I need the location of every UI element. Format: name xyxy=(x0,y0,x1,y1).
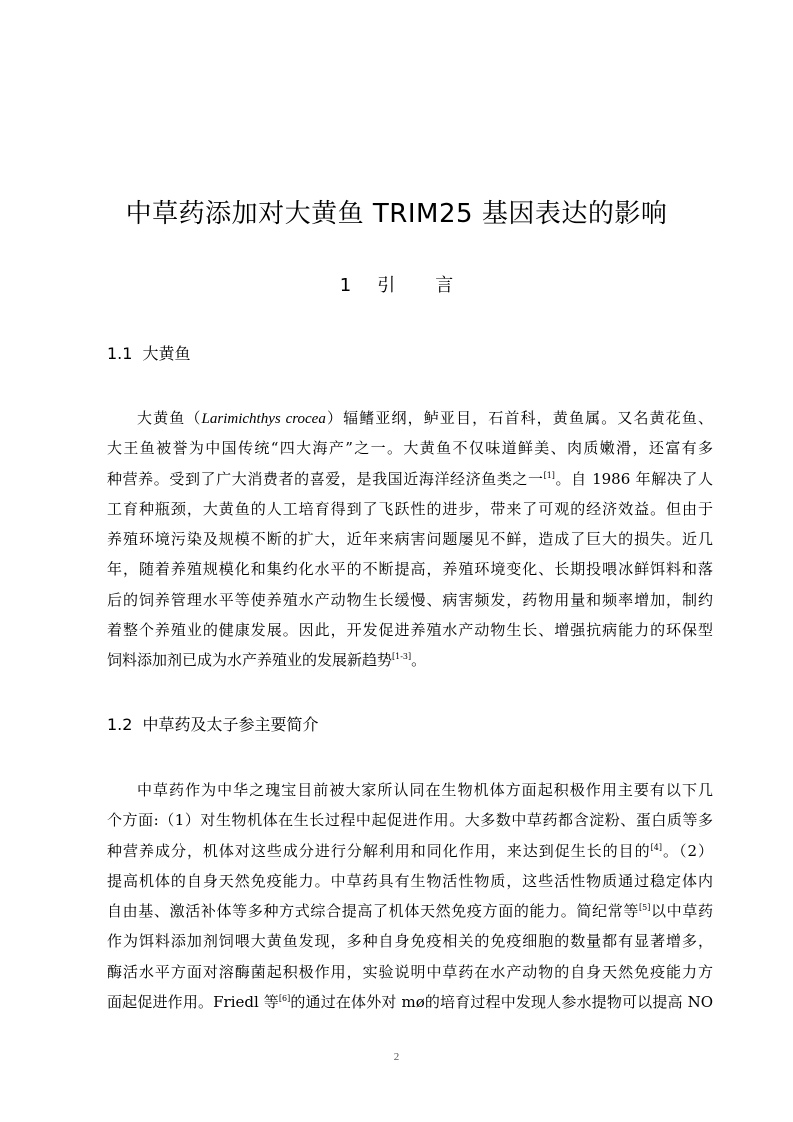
text-line: 后的饲养管理水平等使养殖水产动物生长缓慢、病害频发，药物用量和频率增加，制约 xyxy=(107,590,713,609)
section-number: 1.2 xyxy=(107,715,133,734)
text-run: 的通过在体外对 mø的培育过程中发现人参水提物可以提高 NO xyxy=(290,993,714,1012)
section-number: 1.1 xyxy=(107,344,133,363)
section-title: 大黄鱼 xyxy=(142,344,191,363)
citation-ref: [6] xyxy=(278,994,291,1004)
text-run: 面起促进作用。Friedl 等 xyxy=(107,993,279,1012)
text-line: 个方面:（1）对生物机体在生长过程中起促进作用。大多数中草药都含淀粉、蛋白质等多 xyxy=(107,811,713,830)
text-run: 自由基、激活补体等多种方式综合提高了机体天然免疫方面的能力。简纪常等 xyxy=(107,902,640,921)
page-number: 2 xyxy=(393,1051,400,1063)
text-line xyxy=(107,464,713,494)
section-title: 中草药及太子参主要简介 xyxy=(142,715,319,734)
text-run: 。（2） xyxy=(661,841,713,860)
text-line: 养殖环境污染及规模不断的扩大，近年来病害问题屡见不鲜，造成了巨大的损失。近几 xyxy=(107,530,713,549)
text-line xyxy=(107,645,713,675)
chapter-title-char1: 引 xyxy=(377,275,396,296)
text-line: 中草药作为中华之瑰宝目前被大家所认同在生物机体方面起积极作用主要有以下几 xyxy=(137,781,713,799)
chapter-number: 1 xyxy=(339,275,352,296)
text-run: 以中草药 xyxy=(650,902,713,921)
text-run: 饲料添加剂已成为水产养殖业的发展新趋势 xyxy=(107,651,393,670)
text-run: ）辐鳍亚纲，鲈亚目，石首科，黄鱼属。又名黄花鱼、 xyxy=(325,409,713,427)
section-heading-1-1 xyxy=(107,342,190,366)
text-line xyxy=(107,987,713,1017)
text-line: 大王鱼被誉为中国传统“四大海产”之一。大黄鱼不仅味道鲜美、肉质嫩滑，还富有多 xyxy=(107,439,713,458)
citation-ref: [1-3] xyxy=(392,652,412,662)
text-run: 大黄鱼（ xyxy=(137,409,202,427)
text-line: 年，随着养殖规模化和集约化水平的不断提高，养殖环境变化、长期投喂冰鲜饵料和落 xyxy=(107,560,713,579)
text-line: 酶活水平方面对溶酶菌起积极作用，实验说明中草药在水产动物的自身天然免疫能力方 xyxy=(107,962,713,981)
text-line: 工育种瓶颈，大黄鱼的人工培育得到了飞跃性的进步，带来了可观的经济效益。但由于 xyxy=(107,499,713,518)
document-title: 中草药添加对大黄鱼 TRIM25 基因表达的影响 xyxy=(125,199,668,229)
paragraph-chinese-herbal-medicine xyxy=(107,775,713,1017)
text-run: 种营养成分，机体对这些成分进行分解利用和同化作用，来达到促生长的目的 xyxy=(107,841,651,860)
text-line xyxy=(107,836,713,866)
chapter-heading xyxy=(0,272,793,300)
text-line xyxy=(107,896,713,926)
paragraph-large-yellow-croaker xyxy=(107,403,713,676)
citation-ref: [5] xyxy=(639,903,651,913)
text-run: 。 xyxy=(411,651,427,670)
text-line xyxy=(107,403,713,433)
text-run: 。自 1986 年解决了人 xyxy=(554,469,713,488)
chapter-title-char2: 言 xyxy=(435,275,454,296)
text-line: 着整个养殖业的健康发展。因此，开发促进养殖水产动物生长、增强抗病能力的环保型 xyxy=(107,621,713,640)
text-line: 提高机体的自身天然免疫能力。中草药具有生物活性物质，这些活性物质通过稳定体内 xyxy=(107,871,713,890)
text-run: 种营养。受到了广大消费者的喜爱，是我国近海洋经济鱼类之一 xyxy=(107,469,544,488)
citation-ref: [4] xyxy=(650,842,662,852)
species-name: Larimichthys crocea xyxy=(201,411,326,427)
text-line: 作为饵料添加剂饲喂大黄鱼发现，多种自身免疫相关的免疫细胞的数量都有显著增多， xyxy=(107,932,713,951)
section-heading-1-2 xyxy=(107,713,318,737)
citation-ref: [1] xyxy=(543,470,555,480)
